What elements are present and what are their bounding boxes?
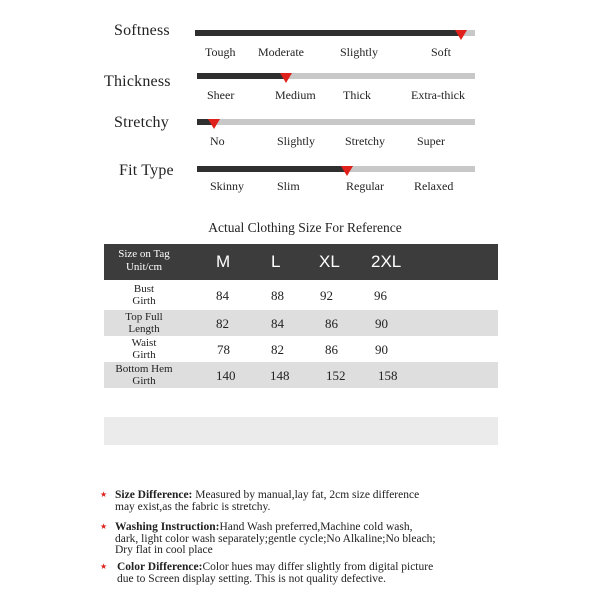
- size-table-header: [104, 244, 498, 280]
- table-row: [104, 362, 498, 388]
- attribute-fill: [197, 166, 347, 172]
- attribute-option: Thick: [343, 88, 371, 102]
- table-cell: 96: [374, 288, 387, 303]
- attribute-option: Soft: [431, 45, 452, 59]
- attribute-option: Stretchy: [345, 134, 385, 148]
- note-title: Size Difference:: [115, 489, 193, 501]
- row-label: [104, 283, 184, 307]
- attribute-track: [197, 119, 475, 125]
- attribute-track: [197, 73, 475, 79]
- note-body: may exist,as the fabric is stretchy.: [115, 500, 271, 513]
- note-text: [115, 522, 515, 557]
- row-label: [104, 337, 184, 361]
- attribute-option: Slim: [277, 179, 300, 193]
- header-label-line: Size on Tag: [118, 248, 170, 260]
- table-cell: 84: [271, 316, 284, 331]
- attribute-option: Regular: [346, 179, 384, 193]
- attribute-fill: [197, 73, 286, 79]
- slider-marker-icon: [455, 30, 467, 40]
- attribute-option: Tough: [205, 45, 236, 59]
- row-label-line: Girth: [132, 375, 156, 387]
- attribute-label: Fit Type: [119, 162, 174, 179]
- note-body: due to Screen display setting. This is not quality defective.: [117, 572, 387, 585]
- attribute-label: Thickness: [104, 73, 171, 90]
- note-title: Washing Instruction:: [115, 521, 220, 533]
- attribute-option: Extra-thick: [411, 88, 465, 102]
- attribute-label: Stretchy: [114, 114, 169, 131]
- size-header-2xl: 2XL: [371, 252, 402, 271]
- table-cell: 148: [270, 368, 290, 383]
- table-cell: 82: [271, 342, 284, 357]
- row-label-line: Girth: [132, 295, 156, 307]
- note-body: Color hues may differ slightly from digital picture: [202, 561, 434, 573]
- note-body: Hand Wash preferred,Machine cold wash,: [219, 521, 413, 533]
- attribute-label: Softness: [114, 22, 170, 39]
- attribute-track: [195, 30, 475, 36]
- table-cell: 92: [320, 288, 333, 303]
- table-row: [104, 282, 498, 308]
- slider-marker-icon: [280, 73, 292, 83]
- table-footer-box: [104, 417, 498, 445]
- row-label-line: Bottom Hem: [115, 363, 173, 375]
- row-label: [104, 311, 184, 335]
- table-cell: 140: [216, 368, 236, 383]
- attribute-option: Slightly: [340, 45, 379, 59]
- size-header-xl: XL: [319, 252, 340, 271]
- attribute-option: Sheer: [207, 88, 235, 102]
- red-star-icon: ★: [100, 490, 108, 499]
- table-cell: 152: [326, 368, 346, 383]
- attribute-option: No: [210, 134, 225, 148]
- table-cell: 88: [271, 288, 284, 303]
- red-star-icon: ★: [100, 562, 108, 571]
- attribute-option: Slightly: [277, 134, 316, 148]
- slider-marker-icon: [208, 119, 220, 129]
- note-text: [115, 490, 515, 513]
- row-label-line: Waist: [131, 337, 157, 349]
- attribute-option: Skinny: [210, 179, 245, 193]
- size-table-title: Actual Clothing Size For Reference: [208, 220, 402, 235]
- note-body: Dry flat in cool place: [115, 544, 213, 556]
- attribute-fill: [195, 30, 461, 36]
- slider-marker-icon: [341, 166, 353, 176]
- row-label: [104, 363, 184, 387]
- attribute-option: Moderate: [258, 45, 304, 59]
- size-header-l: L: [271, 252, 281, 271]
- note-body: dark, light color wash separately;gentle cycle;No Alkaline;No bleach;: [115, 532, 436, 545]
- table-cell: 86: [325, 342, 338, 357]
- size-header-m: M: [216, 252, 231, 271]
- header-label-line: Unit/cm: [125, 261, 163, 273]
- table-row: [104, 336, 498, 362]
- note-title: Color Difference:: [117, 561, 203, 573]
- table-cell: 90: [375, 316, 388, 331]
- table-cell: 82: [216, 316, 229, 331]
- table-row: [104, 310, 498, 336]
- red-star-icon: ★: [100, 522, 108, 531]
- row-label-line: Top Full: [125, 311, 163, 323]
- table-cell: 86: [325, 316, 338, 331]
- attribute-option: Relaxed: [414, 179, 454, 193]
- header-label: [104, 248, 184, 274]
- attribute-option: Super: [417, 134, 445, 148]
- note-text: [117, 562, 517, 585]
- attribute-track: [197, 166, 475, 172]
- row-label-line: Girth: [132, 349, 156, 361]
- table-cell: 158: [378, 368, 398, 383]
- table-cell: 84: [216, 288, 229, 303]
- row-label-line: Length: [128, 323, 160, 335]
- row-label-line: Bust: [133, 283, 155, 295]
- table-cell: 78: [217, 342, 230, 357]
- attribute-option: Medium: [275, 88, 316, 102]
- table-cell: 90: [375, 342, 388, 357]
- note-body: Measured by manual,lay fat, 2cm size difference: [192, 489, 420, 501]
